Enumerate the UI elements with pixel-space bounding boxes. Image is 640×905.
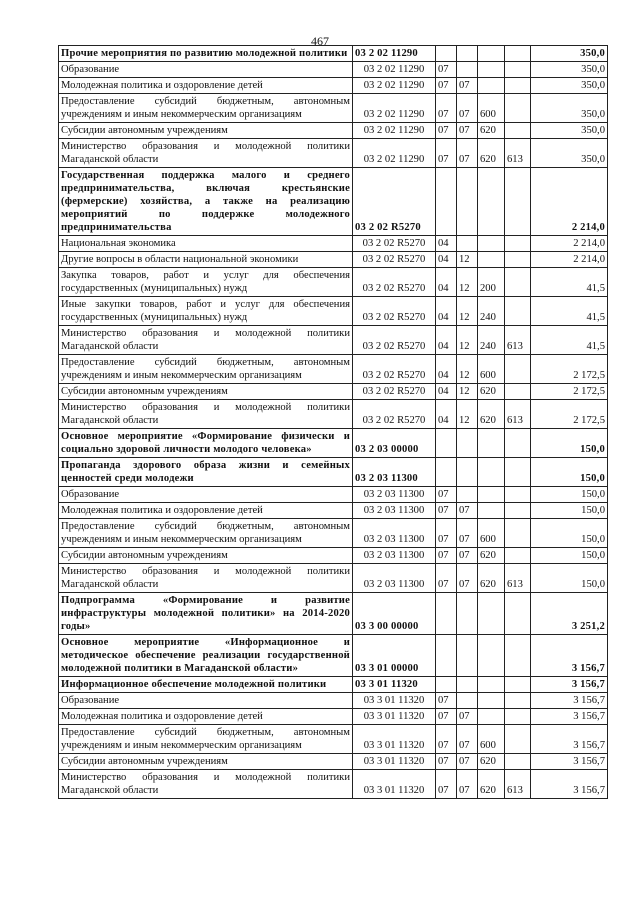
target-article-code: 03 2 02 11290 — [353, 46, 436, 62]
administrator-code — [505, 123, 531, 139]
target-article-code: 03 2 02 R5270 — [353, 268, 436, 297]
table-row — [59, 400, 608, 429]
row-name: Подпрограмма «Формирование и развитие инфраструктуры молодежной политики» на 2014-2020 годы» — [59, 593, 353, 635]
row-name: Основное мероприятие «Формирование физически и социально здоровой личности молодого человека» — [59, 429, 353, 458]
expense-type-code: 240 — [478, 326, 505, 355]
section-code — [436, 458, 457, 487]
row-name: Образование — [59, 62, 353, 78]
administrator-code — [505, 297, 531, 326]
target-article-code: 03 2 02 11290 — [353, 123, 436, 139]
subsection-code: 12 — [457, 400, 478, 429]
amount: 150,0 — [531, 519, 608, 548]
expense-type-code — [478, 168, 505, 236]
administrator-code — [505, 677, 531, 693]
administrator-code — [505, 252, 531, 268]
table-row — [59, 519, 608, 548]
expense-type-code: 620 — [478, 548, 505, 564]
administrator-code — [505, 94, 531, 123]
table-row — [59, 46, 608, 62]
table-row — [59, 487, 608, 503]
expense-type-code — [478, 252, 505, 268]
table-row — [59, 168, 608, 236]
table-row — [59, 94, 608, 123]
section-code: 07 — [436, 78, 457, 94]
amount: 150,0 — [531, 503, 608, 519]
administrator-code: 613 — [505, 564, 531, 593]
section-code: 04 — [436, 326, 457, 355]
administrator-code — [505, 725, 531, 754]
target-article-code: 03 2 02 R5270 — [353, 384, 436, 400]
table-row — [59, 123, 608, 139]
table-row — [59, 236, 608, 252]
section-code: 07 — [436, 139, 457, 168]
expense-type-code: 620 — [478, 400, 505, 429]
amount: 3 156,7 — [531, 677, 608, 693]
row-name: Прочие мероприятия по развитию молодежной политики — [59, 46, 353, 62]
subsection-code: 07 — [457, 123, 478, 139]
expense-type-code — [478, 693, 505, 709]
subsection-code: 07 — [457, 519, 478, 548]
subsection-code — [457, 46, 478, 62]
amount: 2 172,5 — [531, 400, 608, 429]
table-row — [59, 754, 608, 770]
subsection-code — [457, 168, 478, 236]
administrator-code — [505, 268, 531, 297]
target-article-code: 03 2 03 11300 — [353, 564, 436, 593]
subsection-code — [457, 635, 478, 677]
subsection-code: 12 — [457, 355, 478, 384]
table-row — [59, 78, 608, 94]
row-name: Субсидии автономным учреждениям — [59, 384, 353, 400]
section-code: 07 — [436, 754, 457, 770]
amount: 3 156,7 — [531, 754, 608, 770]
administrator-code — [505, 236, 531, 252]
expense-type-code: 620 — [478, 384, 505, 400]
section-code: 04 — [436, 355, 457, 384]
expense-type-code: 620 — [478, 754, 505, 770]
expense-type-code: 600 — [478, 94, 505, 123]
administrator-code — [505, 693, 531, 709]
section-code: 04 — [436, 252, 457, 268]
row-name: Субсидии автономным учреждениям — [59, 123, 353, 139]
row-name: Национальная экономика — [59, 236, 353, 252]
table-row — [59, 355, 608, 384]
expense-type-code — [478, 62, 505, 78]
subsection-code: 07 — [457, 139, 478, 168]
administrator-code — [505, 487, 531, 503]
target-article-code: 03 2 02 11290 — [353, 62, 436, 78]
table-row — [59, 693, 608, 709]
row-name: Закупка товаров, работ и услуг для обеспечения государственных (муниципальных) нужд — [59, 268, 353, 297]
row-name: Предоставление субсидий бюджетным, автономным учреждениям и иным некоммерческим организациям — [59, 355, 353, 384]
expense-type-code: 600 — [478, 355, 505, 384]
row-name: Молодежная политика и оздоровление детей — [59, 709, 353, 725]
target-article-code: 03 3 01 00000 — [353, 635, 436, 677]
table-row — [59, 384, 608, 400]
expense-type-code — [478, 46, 505, 62]
target-article-code: 03 2 02 R5270 — [353, 326, 436, 355]
table-row — [59, 503, 608, 519]
amount: 150,0 — [531, 487, 608, 503]
amount: 3 156,7 — [531, 725, 608, 754]
administrator-code — [505, 548, 531, 564]
target-article-code: 03 2 02 R5270 — [353, 168, 436, 236]
row-name: Министерство образования и молодежной политики Магаданской области — [59, 400, 353, 429]
administrator-code — [505, 503, 531, 519]
amount: 350,0 — [531, 123, 608, 139]
target-article-code: 03 2 02 11290 — [353, 139, 436, 168]
target-article-code: 03 3 01 11320 — [353, 709, 436, 725]
section-code: 04 — [436, 297, 457, 326]
administrator-code — [505, 384, 531, 400]
target-article-code: 03 2 02 11290 — [353, 94, 436, 123]
target-article-code: 03 2 02 R5270 — [353, 400, 436, 429]
expense-type-code — [478, 458, 505, 487]
target-article-code: 03 3 00 00000 — [353, 593, 436, 635]
section-code: 07 — [436, 94, 457, 123]
table-row — [59, 252, 608, 268]
amount: 150,0 — [531, 564, 608, 593]
row-name: Основное мероприятие «Информационное и методическое обеспечение реализации государственной молодежной политики в Магаданской области» — [59, 635, 353, 677]
target-article-code: 03 3 01 11320 — [353, 693, 436, 709]
subsection-code: 07 — [457, 94, 478, 123]
subsection-code: 07 — [457, 503, 478, 519]
expense-type-code — [478, 709, 505, 725]
row-name: Другие вопросы в области национальной экономики — [59, 252, 353, 268]
subsection-code — [457, 487, 478, 503]
section-code: 07 — [436, 709, 457, 725]
amount: 2 214,0 — [531, 168, 608, 236]
expense-type-code — [478, 677, 505, 693]
amount: 2 214,0 — [531, 236, 608, 252]
subsection-code: 12 — [457, 326, 478, 355]
target-article-code: 03 3 01 11320 — [353, 754, 436, 770]
table-row — [59, 593, 608, 635]
subsection-code — [457, 429, 478, 458]
section-code — [436, 46, 457, 62]
table-row — [59, 139, 608, 168]
row-name: Молодежная политика и оздоровление детей — [59, 78, 353, 94]
section-code: 04 — [436, 400, 457, 429]
row-name: Иные закупки товаров, работ и услуг для обеспечения государственных (муниципальных) нужд — [59, 297, 353, 326]
administrator-code: 613 — [505, 139, 531, 168]
section-code: 07 — [436, 519, 457, 548]
section-code — [436, 429, 457, 458]
amount: 3 156,7 — [531, 635, 608, 677]
subsection-code: 12 — [457, 268, 478, 297]
amount: 41,5 — [531, 268, 608, 297]
target-article-code: 03 2 03 11300 — [353, 487, 436, 503]
amount: 3 156,7 — [531, 770, 608, 799]
subsection-code — [457, 593, 478, 635]
amount: 3 156,7 — [531, 693, 608, 709]
administrator-code: 613 — [505, 770, 531, 799]
table-row — [59, 564, 608, 593]
subsection-code — [457, 236, 478, 252]
row-name: Образование — [59, 693, 353, 709]
administrator-code — [505, 635, 531, 677]
expense-type-code: 620 — [478, 139, 505, 168]
row-name: Пропаганда здорового образа жизни и семейных ценностей среди молодежи — [59, 458, 353, 487]
expense-type-code — [478, 487, 505, 503]
section-code: 07 — [436, 62, 457, 78]
subsection-code: 07 — [457, 564, 478, 593]
table-row — [59, 770, 608, 799]
page-number: 467 — [311, 34, 329, 48]
amount: 350,0 — [531, 94, 608, 123]
budget-table — [58, 45, 608, 799]
amount: 2 214,0 — [531, 252, 608, 268]
row-name: Предоставление субсидий бюджетным, автономным учреждениям и иным некоммерческим организациям — [59, 519, 353, 548]
row-name: Субсидии автономным учреждениям — [59, 548, 353, 564]
amount: 150,0 — [531, 548, 608, 564]
table-row — [59, 429, 608, 458]
table-row — [59, 725, 608, 754]
section-code — [436, 593, 457, 635]
row-name: Министерство образования и молодежной политики Магаданской области — [59, 326, 353, 355]
amount: 3 156,7 — [531, 709, 608, 725]
expense-type-code: 620 — [478, 123, 505, 139]
table-row — [59, 677, 608, 693]
row-name: Образование — [59, 487, 353, 503]
target-article-code: 03 2 03 11300 — [353, 503, 436, 519]
administrator-code — [505, 429, 531, 458]
amount: 2 172,5 — [531, 384, 608, 400]
table-row — [59, 326, 608, 355]
table-row — [59, 709, 608, 725]
expense-type-code: 240 — [478, 297, 505, 326]
amount: 150,0 — [531, 429, 608, 458]
section-code: 07 — [436, 123, 457, 139]
section-code: 04 — [436, 384, 457, 400]
subsection-code: 07 — [457, 754, 478, 770]
subsection-code — [457, 62, 478, 78]
section-code: 07 — [436, 564, 457, 593]
target-article-code: 03 2 02 11290 — [353, 78, 436, 94]
administrator-code: 613 — [505, 400, 531, 429]
amount: 3 251,2 — [531, 593, 608, 635]
expense-type-code: 200 — [478, 268, 505, 297]
row-name: Государственная поддержка малого и среднего предпринимательства, включая крестьянские (фермерские) хозяйства, а также на реализацию мероприятий по поддержке молодежного предпринимательства — [59, 168, 353, 236]
subsection-code: 12 — [457, 252, 478, 268]
administrator-code — [505, 709, 531, 725]
expense-type-code — [478, 78, 505, 94]
table-row — [59, 268, 608, 297]
row-name: Министерство образования и молодежной политики Магаданской области — [59, 770, 353, 799]
row-name: Предоставление субсидий бюджетным, автономным учреждениям и иным некоммерческим организациям — [59, 94, 353, 123]
section-code: 04 — [436, 236, 457, 252]
target-article-code: 03 3 01 11320 — [353, 770, 436, 799]
target-article-code: 03 3 01 11320 — [353, 677, 436, 693]
target-article-code: 03 2 02 R5270 — [353, 355, 436, 384]
subsection-code: 07 — [457, 548, 478, 564]
row-name: Информационное обеспечение молодежной политики — [59, 677, 353, 693]
administrator-code — [505, 168, 531, 236]
subsection-code — [457, 677, 478, 693]
administrator-code — [505, 593, 531, 635]
table-row — [59, 458, 608, 487]
expense-type-code: 600 — [478, 519, 505, 548]
amount: 2 172,5 — [531, 355, 608, 384]
section-code: 04 — [436, 268, 457, 297]
table-row — [59, 297, 608, 326]
amount: 41,5 — [531, 297, 608, 326]
administrator-code — [505, 62, 531, 78]
administrator-code — [505, 355, 531, 384]
subsection-code: 07 — [457, 709, 478, 725]
expense-type-code — [478, 429, 505, 458]
section-code: 07 — [436, 770, 457, 799]
subsection-code — [457, 693, 478, 709]
amount: 350,0 — [531, 78, 608, 94]
table-row — [59, 548, 608, 564]
row-name: Министерство образования и молодежной политики Магаданской области — [59, 139, 353, 168]
amount: 41,5 — [531, 326, 608, 355]
section-code — [436, 168, 457, 236]
expense-type-code — [478, 593, 505, 635]
expense-type-code — [478, 635, 505, 677]
section-code — [436, 635, 457, 677]
amount: 350,0 — [531, 62, 608, 78]
subsection-code: 12 — [457, 384, 478, 400]
subsection-code: 07 — [457, 770, 478, 799]
administrator-code — [505, 754, 531, 770]
row-name: Молодежная политика и оздоровление детей — [59, 503, 353, 519]
section-code: 07 — [436, 693, 457, 709]
subsection-code: 07 — [457, 78, 478, 94]
target-article-code: 03 2 02 R5270 — [353, 252, 436, 268]
target-article-code: 03 3 01 11320 — [353, 725, 436, 754]
target-article-code: 03 2 03 11300 — [353, 548, 436, 564]
amount: 350,0 — [531, 46, 608, 62]
administrator-code — [505, 458, 531, 487]
subsection-code: 12 — [457, 297, 478, 326]
row-name: Министерство образования и молодежной политики Магаданской области — [59, 564, 353, 593]
section-code: 07 — [436, 503, 457, 519]
subsection-code — [457, 458, 478, 487]
row-name: Субсидии автономным учреждениям — [59, 754, 353, 770]
expense-type-code: 620 — [478, 564, 505, 593]
section-code — [436, 677, 457, 693]
subsection-code: 07 — [457, 725, 478, 754]
target-article-code: 03 2 02 R5270 — [353, 236, 436, 252]
table-row — [59, 635, 608, 677]
row-name: Предоставление субсидий бюджетным, автономным учреждениям и иным некоммерческим организациям — [59, 725, 353, 754]
target-article-code: 03 2 03 11300 — [353, 519, 436, 548]
administrator-code — [505, 519, 531, 548]
administrator-code — [505, 78, 531, 94]
expense-type-code — [478, 236, 505, 252]
section-code: 07 — [436, 487, 457, 503]
section-code: 07 — [436, 725, 457, 754]
target-article-code: 03 2 02 R5270 — [353, 297, 436, 326]
amount: 150,0 — [531, 458, 608, 487]
expense-type-code: 600 — [478, 725, 505, 754]
target-article-code: 03 2 03 00000 — [353, 429, 436, 458]
table-row — [59, 62, 608, 78]
expense-type-code — [478, 503, 505, 519]
section-code: 07 — [436, 548, 457, 564]
administrator-code — [505, 46, 531, 62]
amount: 350,0 — [531, 139, 608, 168]
target-article-code: 03 2 03 11300 — [353, 458, 436, 487]
administrator-code: 613 — [505, 326, 531, 355]
expense-type-code: 620 — [478, 770, 505, 799]
